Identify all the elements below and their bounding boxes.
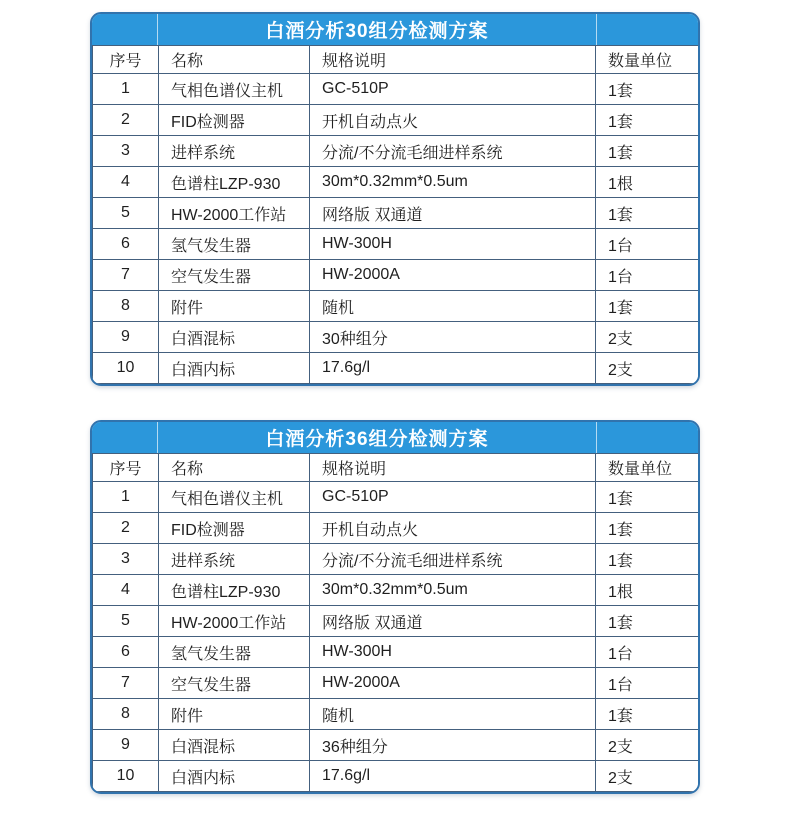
item-spec-cell: HW-2000A	[310, 260, 596, 291]
row-index-cell: 10	[93, 761, 159, 792]
row-index-cell: 9	[93, 730, 159, 761]
item-name-cell: FID检测器	[159, 105, 310, 136]
table-row	[93, 229, 699, 260]
item-quantity-cell: 1台	[596, 229, 699, 260]
item-spec-cell: GC-510P	[310, 74, 596, 105]
band-divider-left	[92, 422, 158, 453]
item-name-cell: 空气发生器	[159, 260, 310, 291]
row-index-cell: 2	[93, 513, 159, 544]
table-row	[93, 322, 699, 353]
item-spec-cell: 36种组分	[310, 730, 596, 761]
table-row	[93, 353, 699, 384]
item-quantity-cell: 2支	[596, 322, 699, 353]
item-name-cell: 进样系统	[159, 544, 310, 575]
item-quantity-cell: 1套	[596, 198, 699, 229]
table-row	[93, 291, 699, 322]
table-title-30: 白酒分析30组分检测方案	[265, 21, 489, 42]
item-quantity-cell: 2支	[596, 761, 699, 792]
item-quantity-cell: 1套	[596, 74, 699, 105]
item-quantity-cell: 1套	[596, 136, 699, 167]
column-header-spec: 规格说明	[310, 46, 596, 74]
table-row	[93, 513, 699, 544]
table-title-36: 白酒分析36组分检测方案	[265, 429, 489, 450]
row-index-cell: 8	[93, 699, 159, 730]
table-row	[93, 167, 699, 198]
item-spec-cell: 网络版 双通道	[310, 198, 596, 229]
table-row	[93, 482, 699, 513]
item-name-cell: 进样系统	[159, 136, 310, 167]
item-spec-cell: 网络版 双通道	[310, 606, 596, 637]
item-spec-cell: 随机	[310, 291, 596, 322]
item-spec-cell: 随机	[310, 699, 596, 730]
item-spec-cell: 17.6g/l	[310, 761, 596, 792]
item-name-cell: 白酒混标	[159, 730, 310, 761]
item-quantity-cell: 1套	[596, 513, 699, 544]
item-name-cell: 氢气发生器	[159, 229, 310, 260]
table-title-band-30	[92, 14, 698, 45]
table-row	[93, 105, 699, 136]
item-name-cell: 色谱柱LZP-930	[159, 167, 310, 198]
column-header-index: 序号	[93, 454, 159, 482]
spec-table-30	[92, 45, 699, 384]
table-row	[93, 668, 699, 699]
table-row	[93, 198, 699, 229]
table-row	[93, 606, 699, 637]
item-name-cell: 附件	[159, 291, 310, 322]
item-quantity-cell: 2支	[596, 353, 699, 384]
row-index-cell: 4	[93, 167, 159, 198]
item-spec-cell: 分流/不分流毛细进样系统	[310, 544, 596, 575]
row-index-cell: 1	[93, 74, 159, 105]
item-spec-cell: HW-300H	[310, 229, 596, 260]
item-name-cell: 白酒混标	[159, 322, 310, 353]
table-row	[93, 544, 699, 575]
table-row	[93, 637, 699, 668]
item-name-cell: HW-2000工作站	[159, 198, 310, 229]
column-header-quantity: 数量单位	[596, 46, 699, 74]
row-index-cell: 4	[93, 575, 159, 606]
table-header-row	[93, 46, 699, 74]
row-index-cell: 6	[93, 637, 159, 668]
table-title-band-36	[92, 422, 698, 453]
row-index-cell: 7	[93, 260, 159, 291]
item-quantity-cell: 1台	[596, 668, 699, 699]
item-name-cell: 氢气发生器	[159, 637, 310, 668]
item-name-cell: 色谱柱LZP-930	[159, 575, 310, 606]
item-name-cell: 气相色谱仪主机	[159, 482, 310, 513]
band-divider-left	[92, 14, 158, 45]
row-index-cell: 7	[93, 668, 159, 699]
row-index-cell: 8	[93, 291, 159, 322]
row-index-cell: 6	[93, 229, 159, 260]
table-row	[93, 575, 699, 606]
item-quantity-cell: 1套	[596, 699, 699, 730]
table-header-row	[93, 454, 699, 482]
item-name-cell: 附件	[159, 699, 310, 730]
item-quantity-cell: 1套	[596, 606, 699, 637]
item-quantity-cell: 1台	[596, 637, 699, 668]
item-name-cell: 白酒内标	[159, 761, 310, 792]
item-quantity-cell: 1台	[596, 260, 699, 291]
table-row	[93, 260, 699, 291]
scheme-table-30	[90, 12, 700, 386]
item-spec-cell: 开机自动点火	[310, 105, 596, 136]
table-row	[93, 136, 699, 167]
table-row	[93, 730, 699, 761]
item-spec-cell: 30m*0.32mm*0.5um	[310, 167, 596, 198]
band-divider-right	[596, 422, 698, 453]
row-index-cell: 10	[93, 353, 159, 384]
item-spec-cell: HW-300H	[310, 637, 596, 668]
item-spec-cell: 分流/不分流毛细进样系统	[310, 136, 596, 167]
row-index-cell: 5	[93, 198, 159, 229]
scheme-table-36	[90, 420, 700, 794]
item-spec-cell: 30种组分	[310, 322, 596, 353]
item-spec-cell: 17.6g/l	[310, 353, 596, 384]
item-spec-cell: 开机自动点火	[310, 513, 596, 544]
column-header-name: 名称	[159, 46, 310, 74]
column-header-quantity: 数量单位	[596, 454, 699, 482]
spec-table-36	[92, 453, 699, 792]
row-index-cell: 5	[93, 606, 159, 637]
item-spec-cell: HW-2000A	[310, 668, 596, 699]
row-index-cell: 3	[93, 544, 159, 575]
row-index-cell: 9	[93, 322, 159, 353]
row-index-cell: 1	[93, 482, 159, 513]
item-quantity-cell: 1根	[596, 575, 699, 606]
column-header-spec: 规格说明	[310, 454, 596, 482]
item-name-cell: 白酒内标	[159, 353, 310, 384]
band-divider-right	[596, 14, 698, 45]
item-spec-cell: GC-510P	[310, 482, 596, 513]
item-quantity-cell: 2支	[596, 730, 699, 761]
table-row	[93, 74, 699, 105]
column-header-index: 序号	[93, 46, 159, 74]
column-header-name: 名称	[159, 454, 310, 482]
item-spec-cell: 30m*0.32mm*0.5um	[310, 575, 596, 606]
item-name-cell: FID检测器	[159, 513, 310, 544]
row-index-cell: 3	[93, 136, 159, 167]
item-quantity-cell: 1套	[596, 291, 699, 322]
table-row	[93, 761, 699, 792]
item-quantity-cell: 1套	[596, 105, 699, 136]
row-index-cell: 2	[93, 105, 159, 136]
item-quantity-cell: 1套	[596, 482, 699, 513]
table-row	[93, 699, 699, 730]
item-name-cell: 气相色谱仪主机	[159, 74, 310, 105]
item-quantity-cell: 1根	[596, 167, 699, 198]
item-name-cell: HW-2000工作站	[159, 606, 310, 637]
item-quantity-cell: 1套	[596, 544, 699, 575]
item-name-cell: 空气发生器	[159, 668, 310, 699]
